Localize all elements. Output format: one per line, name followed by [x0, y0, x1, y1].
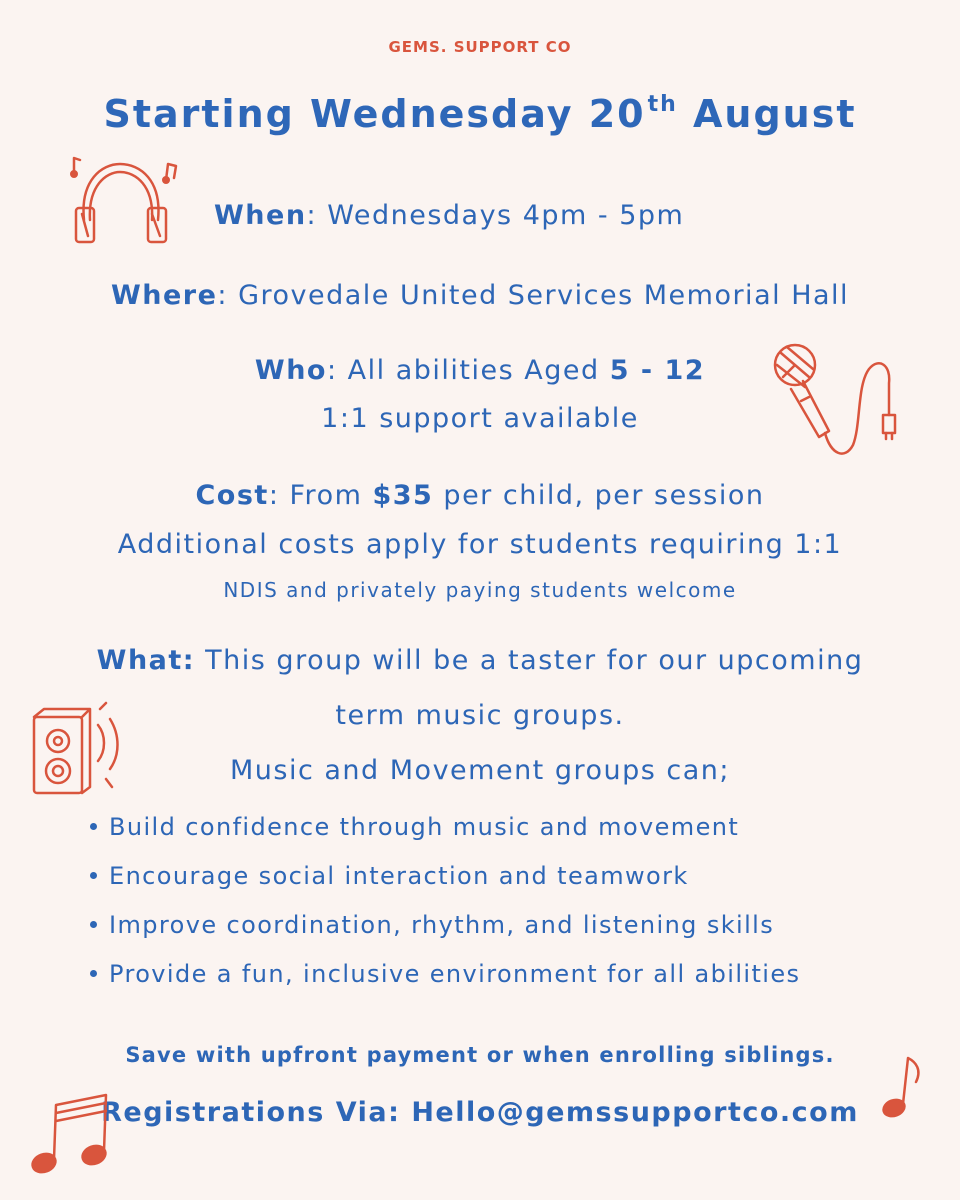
- who-value: : All abilities Aged: [326, 355, 610, 386]
- where-line: [0, 280, 960, 311]
- benefit-text: Encourage social interaction and teamwork: [109, 862, 689, 890]
- bullet-dot: [90, 970, 97, 977]
- microphone-icon: [765, 335, 915, 465]
- headline-prefix: Starting Wednesday 20: [103, 92, 646, 136]
- where-value: : Grovedale United Services Memorial Hall: [217, 280, 850, 311]
- headline: [0, 92, 960, 136]
- headphones-icon: [62, 150, 182, 250]
- who-ages: 5 - 12: [609, 355, 706, 386]
- list-item: [84, 857, 800, 906]
- registration-email[interactable]: Registrations Via: Hello@gemssupportco.com: [101, 1097, 859, 1128]
- speaker-icon: [26, 695, 136, 805]
- what-label: What:: [96, 645, 196, 676]
- bullet-dot: [90, 872, 97, 879]
- who-support: 1:1 support available: [321, 403, 639, 434]
- when-line: [214, 200, 684, 231]
- when-label: When: [214, 200, 307, 231]
- cost-note: NDIS and privately paying students welcome: [223, 578, 737, 602]
- cost-suffix: per child, per session: [433, 480, 765, 511]
- benefits-list: [84, 808, 800, 1004]
- music-note-icon: [872, 1050, 932, 1130]
- brand-name: GEMS. SUPPORT CO: [388, 38, 572, 56]
- save-note: Save with upfront payment or when enrolling siblings.: [125, 1043, 835, 1067]
- headline-sup: th: [647, 92, 678, 117]
- list-item: [84, 808, 800, 857]
- benefit-text: Provide a fun, inclusive environment for all abilities: [109, 960, 801, 988]
- list-item: [84, 955, 800, 1004]
- bullet-dot: [90, 823, 97, 830]
- what-line: [0, 645, 960, 676]
- where-label: Where: [110, 280, 218, 311]
- cost-label: Cost: [195, 480, 269, 511]
- headline-suffix: August: [677, 92, 857, 136]
- benefit-text: Improve coordination, rhythm, and listening skills: [109, 911, 775, 939]
- when-value: : Wednesdays 4pm - 5pm: [306, 200, 685, 231]
- what-line2: term music groups.: [335, 700, 625, 731]
- what-line3: Music and Movement groups can;: [229, 755, 731, 786]
- cost-prefix: : From: [268, 480, 373, 511]
- bullet-dot: [90, 921, 97, 928]
- what-line1: This group will be a taster for our upcoming: [195, 645, 864, 676]
- who-label: Who: [254, 355, 327, 386]
- list-item: [84, 906, 800, 955]
- benefit-text: Build confidence through music and movement: [109, 813, 740, 841]
- cost-price: $35: [372, 480, 434, 511]
- double-music-note-icon: [18, 1085, 128, 1185]
- cost-line: [0, 480, 960, 511]
- cost-additional: Additional costs apply for students requiring 1:1: [117, 529, 843, 560]
